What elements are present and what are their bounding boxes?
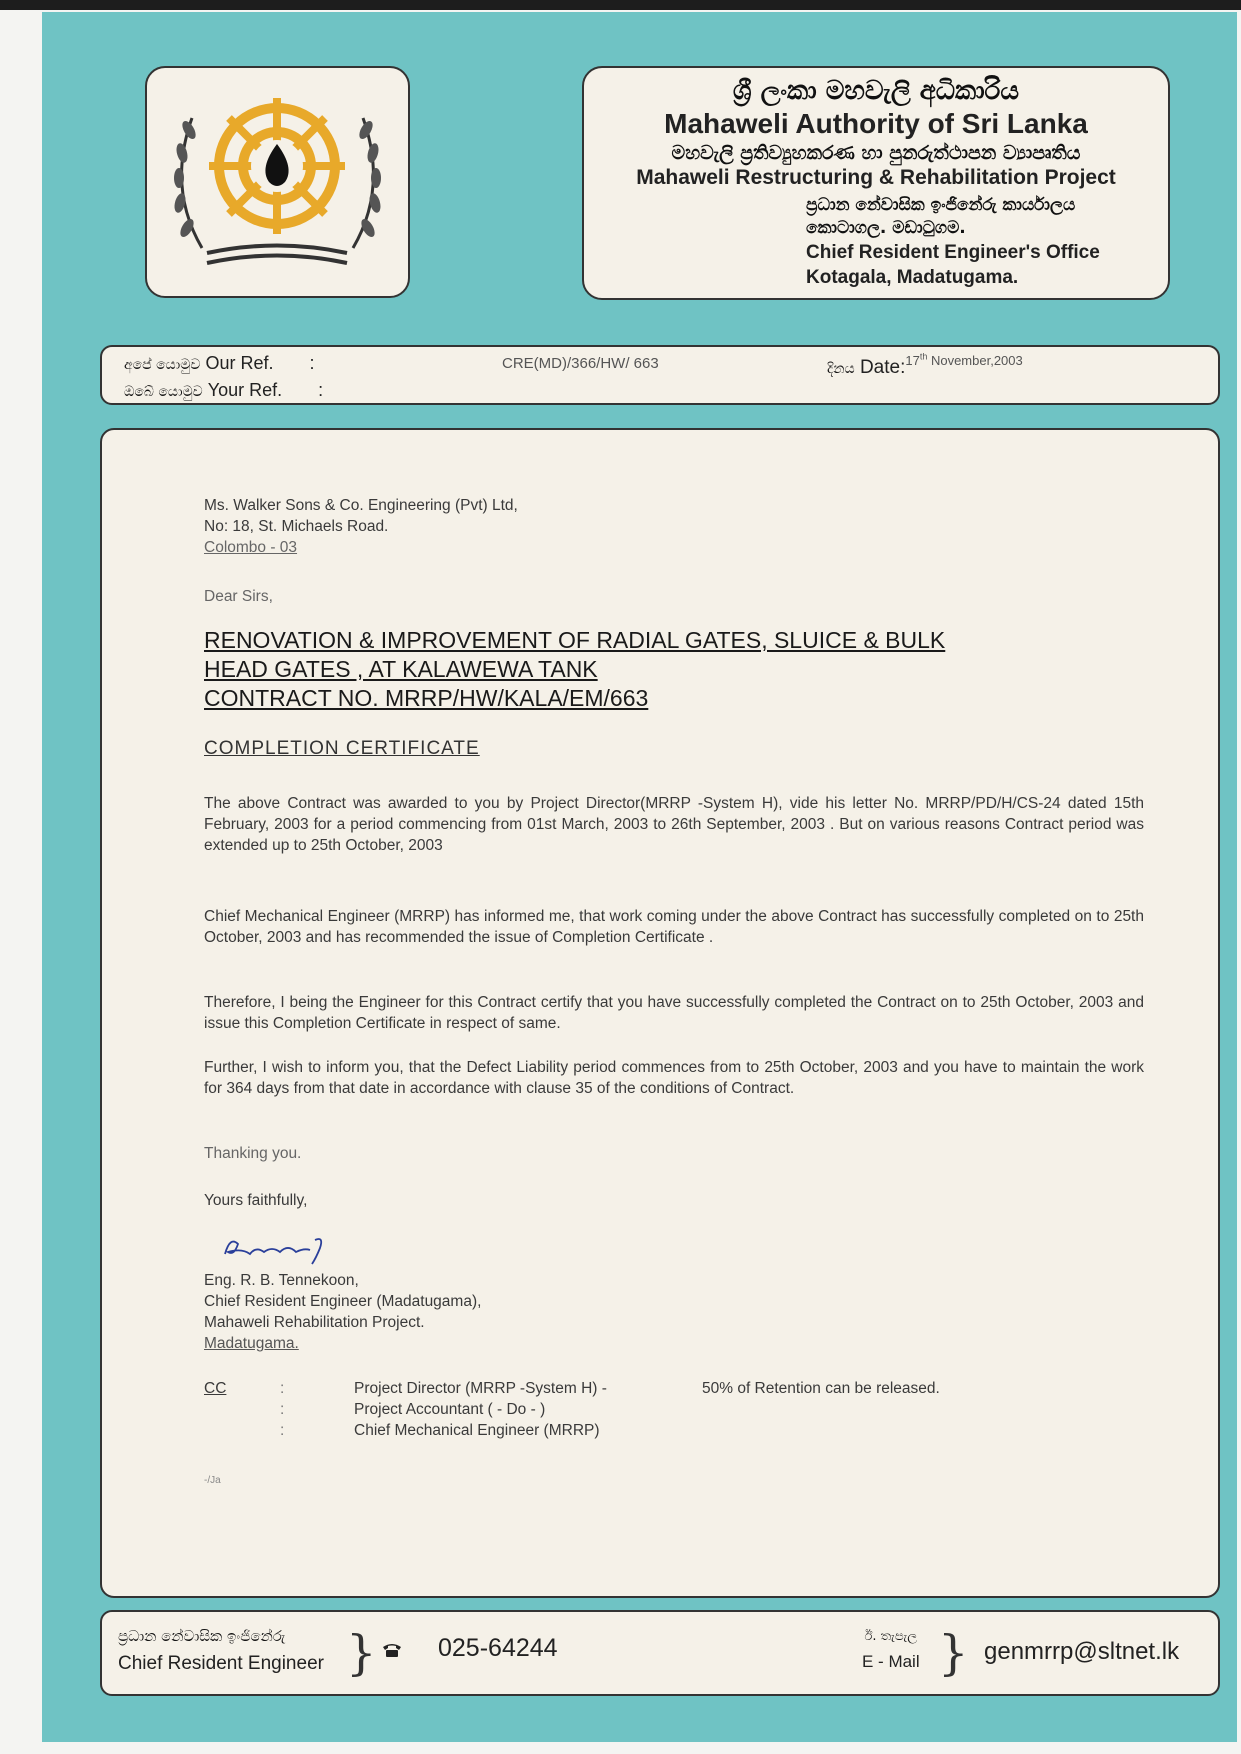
- our-ref-value: CRE(MD)/366/HW/ 663: [502, 355, 659, 372]
- date-suffix: th: [919, 351, 928, 362]
- footer-bar: [100, 1610, 1220, 1696]
- email-address: genmrrp@sltnet.lk: [984, 1638, 1180, 1665]
- cc-colon: :: [280, 1422, 285, 1439]
- certificate-title: COMPLETION CERTIFICATE: [204, 738, 480, 759]
- salutation: Dear Sirs,: [204, 588, 273, 605]
- cc-colons: [280, 1378, 284, 1441]
- closing-line: Yours faithfully,: [204, 1192, 308, 1209]
- email-label-sinhala: ඊ. තැපැල: [864, 1629, 918, 1644]
- recipient-address: [204, 495, 518, 558]
- office-location: Kotagala, Madatugama.: [806, 267, 1019, 288]
- office-sinhala: ප්‍රධාන නේවාසික ඉංජිනේරු කාර්යාලය: [806, 195, 1076, 215]
- cc-colon: :: [280, 1401, 285, 1418]
- your-ref-sinhala: ඔබේ යොමුව: [124, 384, 203, 400]
- subject-line: RENOVATION & IMPROVEMENT OF RADIAL GATES, SLUICE & BULK: [204, 627, 946, 653]
- cc-recipient: Project Director (MRRP -System H) -: [354, 1380, 607, 1397]
- date-rest: November,2003: [927, 353, 1023, 368]
- address-line: Colombo - 03: [204, 539, 298, 556]
- address-line: Ms. Walker Sons & Co. Engineering (Pvt) Ltd,: [204, 497, 518, 514]
- subject-line: CONTRACT NO. MRRP/HW/KALA/EM/663: [204, 685, 649, 711]
- footer-cre-label: Chief Resident Engineer: [118, 1653, 324, 1674]
- your-ref-label: Your Ref.: [207, 380, 283, 400]
- reference-labels: [124, 351, 323, 405]
- typist-reference: -/Ja: [204, 1475, 221, 1486]
- date-field: [827, 351, 1023, 379]
- footer-contact-title: [118, 1622, 324, 1678]
- our-ref-sinhala: අපේ යොමුව: [124, 357, 201, 373]
- our-ref-label: Our Ref.: [205, 353, 274, 373]
- subject-heading: [204, 626, 945, 713]
- cc-recipients: [354, 1378, 607, 1441]
- emblem-box: [145, 66, 410, 298]
- location-sinhala: කොටාගල. මඩාටුගම.: [806, 218, 966, 238]
- cc-recipient: Chief Mechanical Engineer (MRRP): [354, 1422, 600, 1439]
- paragraph-certification: Therefore, I being the Engineer for this Contract certify that you have successfully completed the Contract on to 25th October, 2003 and issue this Completion Certificate in respect of same.: [204, 994, 1144, 1032]
- our-ref-colon: :: [309, 353, 315, 373]
- telephone-icon: [382, 1642, 402, 1658]
- signer-title: Chief Resident Engineer (Madatugama),: [204, 1293, 482, 1310]
- letterhead-title-box: [582, 66, 1170, 300]
- footer-brace: }: [346, 1625, 377, 1681]
- office-name: Chief Resident Engineer's Office: [806, 242, 1100, 263]
- scan-edge: [0, 0, 1241, 10]
- signatory-block: [204, 1270, 481, 1354]
- paragraph-defect-liability: Further, I wish to inform you, that the Defect Liability period commences from to 25th October, 2003 and you have to maintain the work for 364 days from that date in accordance with clause 35 of the conditions of Contract.: [204, 1059, 1144, 1097]
- cc-recipient: Project Accountant ( - Do - ): [354, 1401, 546, 1418]
- address-line: No: 18, St. Michaels Road.: [204, 518, 389, 535]
- project-title-sinhala: මහවැලි ප්‍රතිව්‍යුහකරණ හා පුනරුත්ථාපන ව්‍යාපෘතිය: [671, 142, 1081, 164]
- phone-number: 025-64244: [438, 1634, 558, 1662]
- mahaweli-emblem-icon: [147, 68, 408, 296]
- authority-title-sinhala: ශ්‍රී ලංකා මහවැලි අධිකාරිය: [732, 76, 1020, 106]
- signer-organization: Mahaweli Rehabilitation Project.: [204, 1314, 425, 1331]
- paragraph-recommendation: Chief Mechanical Engineer (MRRP) has informed me, that work coming under the above Contract has successfully completed on to 25th October, 2003 and has recommended the issue of Completion Certificate .: [204, 908, 1144, 946]
- letter-body: [100, 428, 1220, 1598]
- footer-brace: }: [938, 1625, 969, 1681]
- signature-icon: [220, 1230, 330, 1266]
- signer-place: Madatugama.: [204, 1335, 299, 1352]
- authority-title: Mahaweli Authority of Sri Lanka: [664, 108, 1088, 139]
- date-day: 17: [905, 353, 920, 368]
- cc-label: CC: [204, 1380, 227, 1397]
- cc-note: 50% of Retention can be released.: [702, 1380, 940, 1397]
- subject-line: HEAD GATES , AT KALAWEWA TANK: [204, 656, 598, 682]
- reference-bar: [100, 345, 1220, 405]
- cc-colon: :: [280, 1380, 285, 1397]
- paragraph-award: The above Contract was awarded to you by Project Director(MRRP -System H), vide his letter No. MRRP/PD/H/CS-24 dated 15th February, 2003 for a period commencing from 01st March, 2003 to 26th September, 2003 . But on various reasons Contract period was extended up to 25th October, 2003: [204, 795, 1144, 854]
- thanking-line: Thanking you.: [204, 1145, 302, 1162]
- office-block: [806, 194, 1100, 290]
- email-label: E - Mail: [862, 1652, 920, 1671]
- date-sinhala: දිනය: [827, 361, 855, 377]
- project-title: Mahaweli Restructuring & Rehabilitation Project: [636, 166, 1116, 189]
- email-label-block: [862, 1624, 920, 1674]
- signer-name: Eng. R. B. Tennekoon,: [204, 1272, 359, 1289]
- date-label: Date:: [859, 357, 906, 378]
- footer-cre-sinhala: ප්‍රධාන නේවාසික ඉංජිනේරු: [118, 1627, 286, 1645]
- your-ref-colon: :: [318, 380, 324, 400]
